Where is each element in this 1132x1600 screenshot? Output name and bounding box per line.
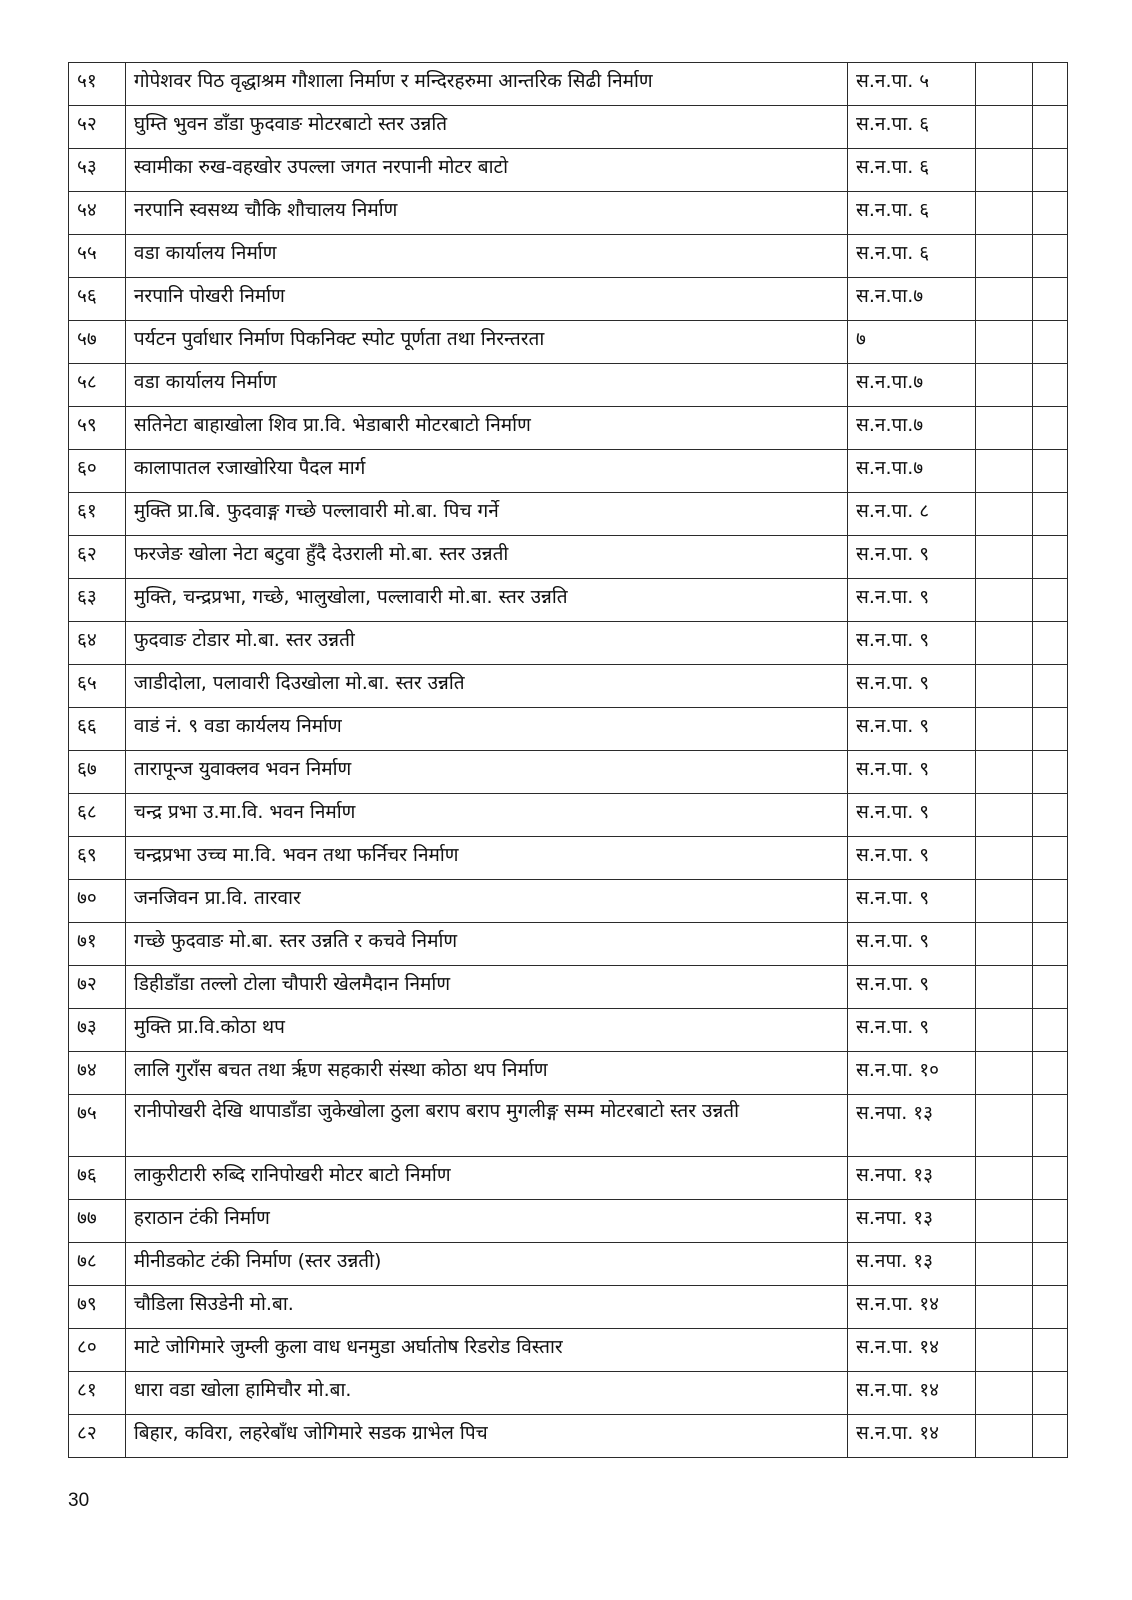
ward-cell: स.न.पा. ९ [848, 966, 976, 1009]
serial-number-cell: ७३ [69, 1009, 126, 1052]
empty-cell [1032, 708, 1067, 751]
empty-cell [1032, 364, 1067, 407]
project-description-cell: फुदवाङ टोडार मो.बा. स्तर उन्नती [125, 622, 847, 665]
empty-cell [1032, 450, 1067, 493]
ward-cell: स.न.पा. ९ [848, 665, 976, 708]
empty-cell [976, 450, 1033, 493]
project-description-cell: वाडं नं. ९ वडा कार्यलय निर्माण [125, 708, 847, 751]
serial-number-cell: ६० [69, 450, 126, 493]
empty-cell [976, 63, 1033, 106]
serial-number-cell: ८२ [69, 1415, 126, 1458]
empty-cell [976, 880, 1033, 923]
serial-number-cell: ५६ [69, 278, 126, 321]
table-row [69, 106, 1068, 149]
ward-cell: स.न.पा. ५ [848, 63, 976, 106]
empty-cell [976, 794, 1033, 837]
empty-cell [976, 321, 1033, 364]
table-row [69, 579, 1068, 622]
table-row [69, 63, 1068, 106]
project-description-cell: वडा कार्यालय निर्माण [125, 364, 847, 407]
table-row [69, 665, 1068, 708]
serial-number-cell: ७७ [69, 1200, 126, 1243]
table-row [69, 1415, 1068, 1458]
serial-number-cell: ७२ [69, 966, 126, 1009]
empty-cell [976, 149, 1033, 192]
table-row [69, 622, 1068, 665]
project-description-cell: माटे जोगिमारे जुम्ली कुला वाध धनमुडा अर्घातोष रिडरोड विस्तार [125, 1329, 847, 1372]
serial-number-cell: ६९ [69, 837, 126, 880]
table-row [69, 149, 1068, 192]
empty-cell [976, 1243, 1033, 1286]
project-table-body [69, 63, 1068, 1458]
empty-cell [1032, 1052, 1067, 1095]
table-row [69, 1200, 1068, 1243]
ward-cell: स.न.पा.७ [848, 407, 976, 450]
ward-cell: स.न.पा. ६ [848, 106, 976, 149]
project-description-cell: रानीपोखरी देखि थापाडाँडा जुकेखोला ठुला बराप बराप मुगलीङ्ग सम्म मोटरबाटो स्तर उन्नती [125, 1095, 847, 1157]
project-description-cell: चौडिला सिउडेनी मो.बा. [125, 1286, 847, 1329]
ward-cell: स.न.पा. १४ [848, 1372, 976, 1415]
project-description-cell: सतिनेटा बाहाखोला शिव प्रा.वि. भेडाबारी मोटरबाटो निर्माण [125, 407, 847, 450]
project-description-cell: घुम्ति भुवन डाँडा फुदवाङ मोटरबाटो स्तर उन्नति [125, 106, 847, 149]
serial-number-cell: ६८ [69, 794, 126, 837]
table-row [69, 1243, 1068, 1286]
ward-cell: स.न.पा. ९ [848, 837, 976, 880]
serial-number-cell: ५८ [69, 364, 126, 407]
empty-cell [976, 579, 1033, 622]
empty-cell [1032, 1157, 1067, 1200]
empty-cell [1032, 106, 1067, 149]
table-row [69, 321, 1068, 364]
empty-cell [976, 1052, 1033, 1095]
table-row [69, 1372, 1068, 1415]
table-row [69, 1095, 1068, 1157]
serial-number-cell: ७६ [69, 1157, 126, 1200]
project-description-cell: पर्यटन पुर्वाधार निर्माण पिकनिक्ट स्पोट पूर्णता तथा निरन्तरता [125, 321, 847, 364]
empty-cell [976, 837, 1033, 880]
ward-cell: स.न.पा.७ [848, 364, 976, 407]
empty-cell [976, 1095, 1033, 1157]
ward-cell: स.न.पा. ९ [848, 923, 976, 966]
table-row [69, 1157, 1068, 1200]
empty-cell [976, 622, 1033, 665]
table-row [69, 1052, 1068, 1095]
empty-cell [976, 708, 1033, 751]
empty-cell [1032, 966, 1067, 1009]
table-row [69, 192, 1068, 235]
ward-cell: स.न.पा. ९ [848, 1009, 976, 1052]
table-row [69, 880, 1068, 923]
empty-cell [1032, 579, 1067, 622]
project-description-cell: फरजेङ खोला नेटा बटुवा हुँदै देउराली मो.बा. स्तर उन्नती [125, 536, 847, 579]
empty-cell [1032, 1243, 1067, 1286]
project-description-cell: मीनीडकोट टंकी निर्माण (स्तर उन्नती) [125, 1243, 847, 1286]
table-row [69, 235, 1068, 278]
serial-number-cell: ६१ [69, 493, 126, 536]
project-description-cell: हराठान टंकी निर्माण [125, 1200, 847, 1243]
empty-cell [976, 1415, 1033, 1458]
serial-number-cell: ७५ [69, 1095, 126, 1157]
project-description-cell: जनजिवन प्रा.वि. तारवार [125, 880, 847, 923]
project-description-cell: लालि गुराँस बचत तथा ऋृण सहकारी संस्था कोठा थप निर्माण [125, 1052, 847, 1095]
empty-cell [1032, 923, 1067, 966]
project-description-cell: धारा वडा खोला हामिचौर मो.बा. [125, 1372, 847, 1415]
ward-cell: स.नपा. १३ [848, 1200, 976, 1243]
empty-cell [976, 665, 1033, 708]
ward-cell: स.न.पा. १४ [848, 1329, 976, 1372]
serial-number-cell: ५९ [69, 407, 126, 450]
empty-cell [1032, 1200, 1067, 1243]
project-description-cell: डिहीडाँडा तल्लो टोला चौपारी खेलमैदान निर्माण [125, 966, 847, 1009]
serial-number-cell: ५१ [69, 63, 126, 106]
table-row [69, 966, 1068, 1009]
serial-number-cell: ७० [69, 880, 126, 923]
table-row [69, 794, 1068, 837]
project-description-cell: लाकुरीटारी रुब्दि रानिपोखरी मोटर बाटो निर्माण [125, 1157, 847, 1200]
project-description-cell: चन्द्रप्रभा उच्च मा.वि. भवन तथा फर्निचर निर्माण [125, 837, 847, 880]
empty-cell [976, 1200, 1033, 1243]
table-row [69, 751, 1068, 794]
empty-cell [976, 364, 1033, 407]
ward-cell: स.न.पा. ९ [848, 751, 976, 794]
project-description-cell: स्वामीका रुख-वहखोर उपल्ला जगत नरपानी मोटर बाटो [125, 149, 847, 192]
serial-number-cell: ५७ [69, 321, 126, 364]
project-description-cell: मुक्ति प्रा.वि.कोठा थप [125, 1009, 847, 1052]
empty-cell [1032, 493, 1067, 536]
empty-cell [976, 1329, 1033, 1372]
serial-number-cell: ५४ [69, 192, 126, 235]
table-row [69, 407, 1068, 450]
ward-cell: स.नपा. १३ [848, 1157, 976, 1200]
serial-number-cell: ५५ [69, 235, 126, 278]
ward-cell: स.न.पा. ८ [848, 493, 976, 536]
project-description-cell: चन्द्र प्रभा उ.मा.वि. भवन निर्माण [125, 794, 847, 837]
ward-cell: स.न.पा. १४ [848, 1286, 976, 1329]
empty-cell [1032, 665, 1067, 708]
table-row [69, 450, 1068, 493]
empty-cell [976, 1009, 1033, 1052]
table-row [69, 536, 1068, 579]
serial-number-cell: ७१ [69, 923, 126, 966]
table-row [69, 708, 1068, 751]
ward-cell: स.न.पा.७ [848, 450, 976, 493]
empty-cell [1032, 235, 1067, 278]
project-description-cell: गच्छे फुदवाङ मो.बा. स्तर उन्नति र कचवे निर्माण [125, 923, 847, 966]
empty-cell [976, 751, 1033, 794]
empty-cell [1032, 1286, 1067, 1329]
serial-number-cell: ६४ [69, 622, 126, 665]
serial-number-cell: ७८ [69, 1243, 126, 1286]
ward-cell: स.न.पा. ९ [848, 536, 976, 579]
empty-cell [976, 1286, 1033, 1329]
empty-cell [1032, 63, 1067, 106]
table-row [69, 837, 1068, 880]
ward-cell: स.न.पा. ९ [848, 579, 976, 622]
serial-number-cell: ७४ [69, 1052, 126, 1095]
empty-cell [1032, 321, 1067, 364]
ward-cell: स.न.पा. ६ [848, 149, 976, 192]
serial-number-cell: ६५ [69, 665, 126, 708]
project-description-cell: बिहार, कविरा, लहरेबाँध जोगिमारे सडक ग्राभेल पिच [125, 1415, 847, 1458]
project-description-cell: कालापातल रजाखोरिया पैदल मार्ग [125, 450, 847, 493]
empty-cell [1032, 192, 1067, 235]
project-table [68, 62, 1068, 1458]
serial-number-cell: ८१ [69, 1372, 126, 1415]
ward-cell: स.न.पा. ६ [848, 235, 976, 278]
empty-cell [976, 966, 1033, 1009]
empty-cell [1032, 1329, 1067, 1372]
empty-cell [976, 493, 1033, 536]
empty-cell [1032, 1095, 1067, 1157]
empty-cell [976, 235, 1033, 278]
project-description-cell: मुक्ति प्रा.बि. फुदवाङ्ग गच्छे पल्लावारी मो.बा. पिच गर्ने [125, 493, 847, 536]
empty-cell [976, 536, 1033, 579]
empty-cell [976, 106, 1033, 149]
project-description-cell: तारापून्ज युवाक्लव भवन निर्माण [125, 751, 847, 794]
empty-cell [1032, 1372, 1067, 1415]
empty-cell [1032, 407, 1067, 450]
serial-number-cell: ६७ [69, 751, 126, 794]
empty-cell [1032, 1415, 1067, 1458]
page-number: 30 [68, 1490, 90, 1511]
serial-number-cell: ५२ [69, 106, 126, 149]
empty-cell [976, 1372, 1033, 1415]
table-row [69, 493, 1068, 536]
empty-cell [1032, 794, 1067, 837]
empty-cell [976, 923, 1033, 966]
empty-cell [1032, 536, 1067, 579]
ward-cell: स.न.पा. १० [848, 1052, 976, 1095]
ward-cell: ७ [848, 321, 976, 364]
project-description-cell: वडा कार्यालय निर्माण [125, 235, 847, 278]
empty-cell [976, 192, 1033, 235]
empty-cell [1032, 1009, 1067, 1052]
ward-cell: स.न.पा. ९ [848, 708, 976, 751]
serial-number-cell: ६६ [69, 708, 126, 751]
empty-cell [1032, 751, 1067, 794]
table-row [69, 1286, 1068, 1329]
serial-number-cell: ६२ [69, 536, 126, 579]
empty-cell [976, 1157, 1033, 1200]
serial-number-cell: ७९ [69, 1286, 126, 1329]
project-description-cell: जाडीदोला, पलावारी दिउखोला मो.बा. स्तर उन्नति [125, 665, 847, 708]
project-description-cell: नरपानि पोखरी निर्माण [125, 278, 847, 321]
serial-number-cell: ५३ [69, 149, 126, 192]
empty-cell [1032, 880, 1067, 923]
empty-cell [1032, 837, 1067, 880]
ward-cell: स.न.पा.७ [848, 278, 976, 321]
project-description-cell: नरपानि स्वसथ्य चौकि शौचालय निर्माण [125, 192, 847, 235]
serial-number-cell: ८० [69, 1329, 126, 1372]
empty-cell [1032, 149, 1067, 192]
table-row [69, 1009, 1068, 1052]
empty-cell [976, 278, 1033, 321]
table-row [69, 364, 1068, 407]
ward-cell: स.न.पा. ९ [848, 622, 976, 665]
ward-cell: स.न.पा. ६ [848, 192, 976, 235]
ward-cell: स.न.पा. ९ [848, 794, 976, 837]
project-description-cell: गोपेशवर पिठ वृद्धाश्रम गौशाला निर्माण र मन्दिरहरुमा आन्तरिक सिढी निर्माण [125, 63, 847, 106]
ward-cell: स.न.पा. १४ [848, 1415, 976, 1458]
empty-cell [1032, 622, 1067, 665]
project-description-cell: मुक्ति, चन्द्रप्रभा, गच्छे, भालुखोला, पल्लावारी मो.बा. स्तर उन्नति [125, 579, 847, 622]
empty-cell [976, 407, 1033, 450]
empty-cell [1032, 278, 1067, 321]
serial-number-cell: ६३ [69, 579, 126, 622]
ward-cell: स.न.पा. ९ [848, 880, 976, 923]
table-row [69, 278, 1068, 321]
table-row [69, 923, 1068, 966]
table-row [69, 1329, 1068, 1372]
ward-cell: स.नपा. १३ [848, 1243, 976, 1286]
ward-cell: स.नपा. १३ [848, 1095, 976, 1157]
